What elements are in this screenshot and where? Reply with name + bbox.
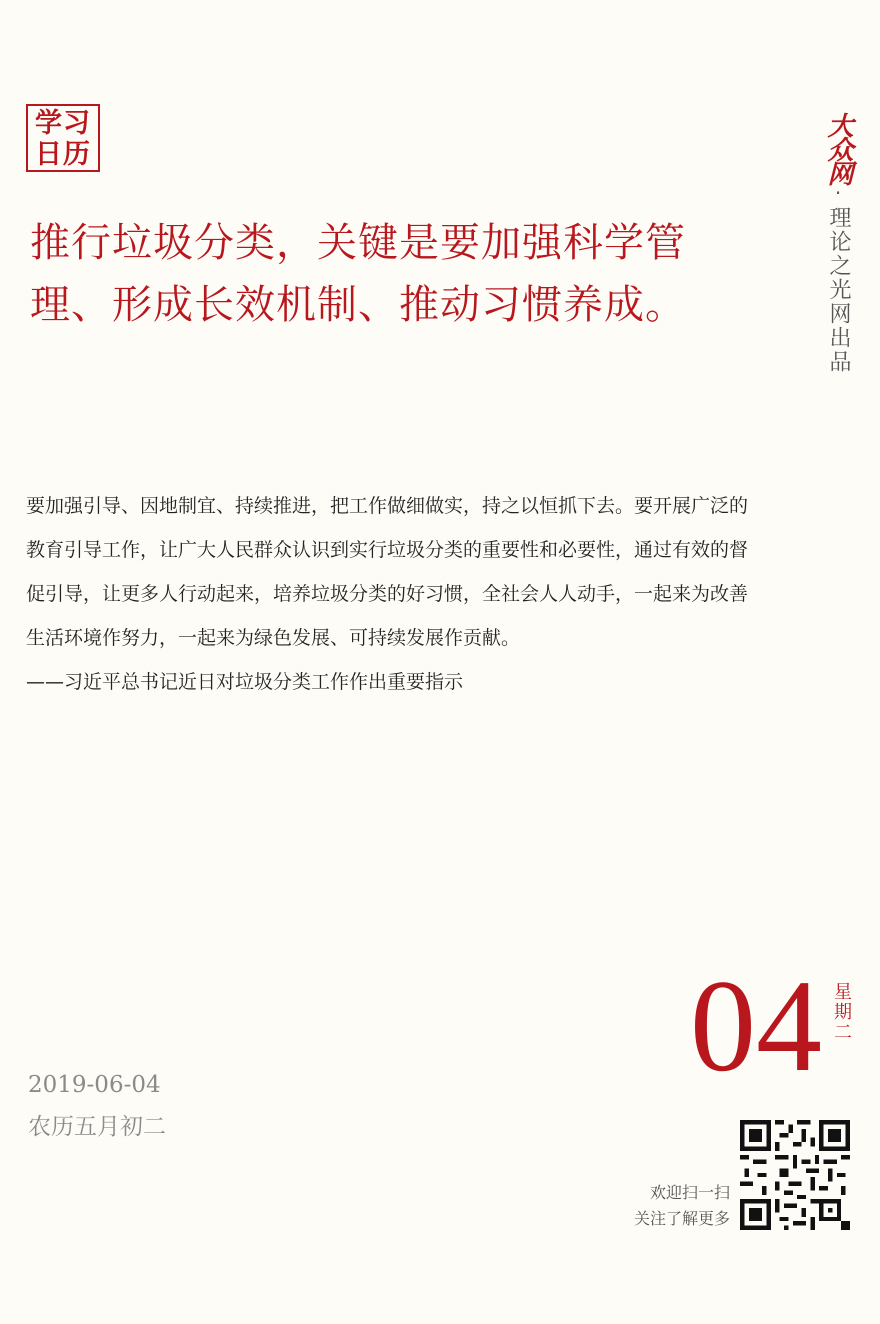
brand-separator: · (834, 181, 842, 205)
day-number: 04 (690, 952, 822, 1099)
headline: 推行垃圾分类，关键是要加强科学管理、形成长效机制、推动习惯养成。 (30, 220, 686, 328)
xuexi-rili-logo (26, 104, 100, 172)
brand-logo: 大众网 (823, 112, 853, 184)
brand-tagline: 理论之光网出品 (826, 206, 851, 374)
quote-source: ——习近平总书记近日对垃圾分类工作作出重要指示 (26, 671, 464, 693)
quote-block (26, 484, 748, 704)
gregorian-date: 2019-06-04 (28, 1072, 161, 1098)
scan-prompt (610, 1180, 730, 1232)
side-brand (820, 112, 856, 374)
lunar-date: 农历五月初二 (28, 1114, 166, 1140)
scan-line-1: 欢迎扫一扫 (649, 1183, 730, 1202)
quote-body: 要加强引导、因地制宜、持续推进，把工作做细做实，持之以恒抓下去。要开展广泛的教育引导工作，让广大人民群众认识到实行垃圾分类的重要性和必要性，通过有效的督促引导，让更多人行动起来，培养垃圾分类的好习惯，全社会人人动手，一起来为改善生活环境作努力，一起来为绿色发展、可持续发展作贡献。 (26, 495, 749, 649)
logo-line-2: 日历 (35, 139, 91, 170)
date-block (28, 1068, 166, 1144)
logo-line-1: 学习 (35, 108, 91, 139)
weekday: 星期二 (831, 982, 852, 1042)
qr-code-icon[interactable] (740, 1120, 850, 1230)
scan-line-2: 关注了解更多 (633, 1209, 730, 1228)
